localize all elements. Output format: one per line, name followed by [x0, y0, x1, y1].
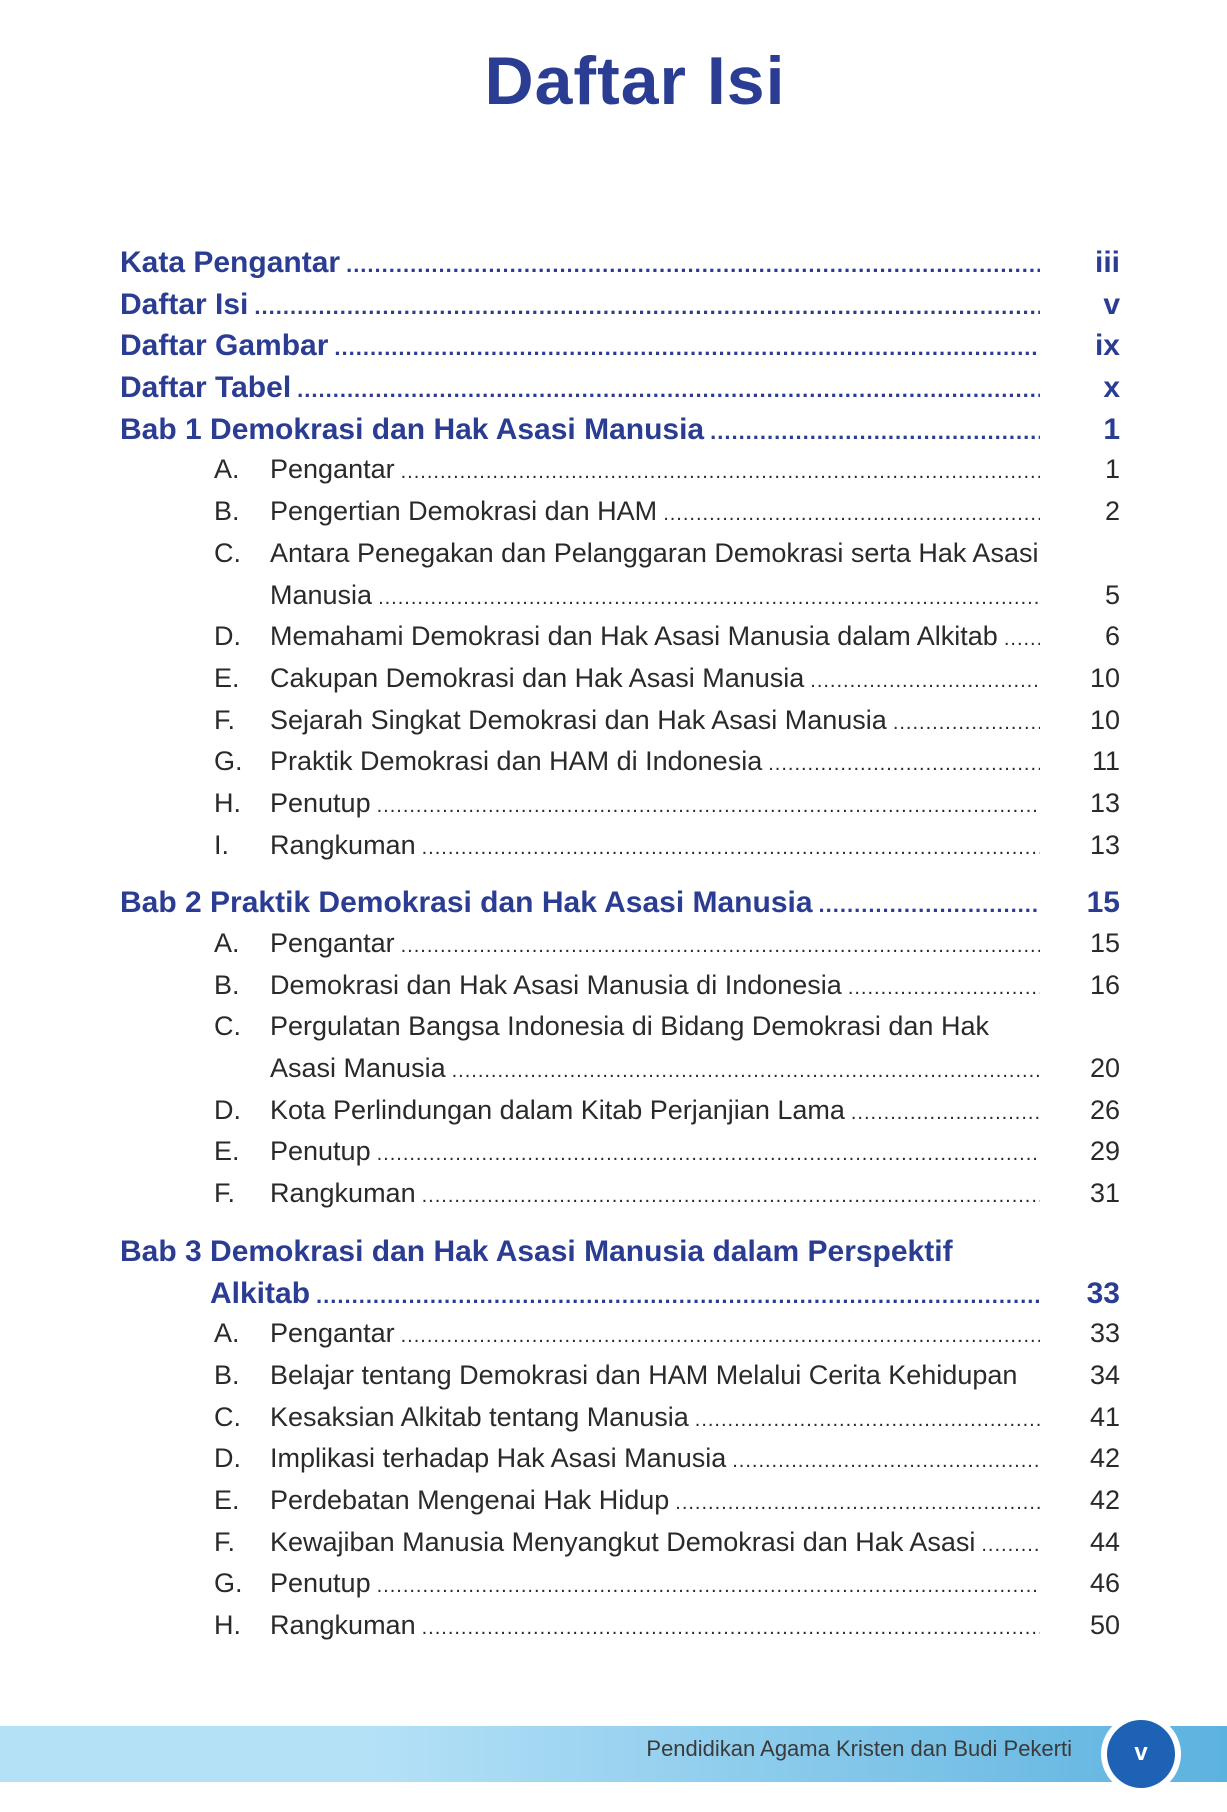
toc-entry[interactable]	[120, 1178, 1120, 1220]
dot-leader	[422, 1617, 1040, 1640]
toc-entry-page-number: 10	[1089, 662, 1120, 693]
toc-entry-page-number: 16	[1089, 969, 1120, 1000]
dot-leader	[297, 377, 1040, 403]
toc-entry-title: Bab 2 Praktik Demokrasi dan Hak Asasi Manusia	[120, 886, 813, 920]
toc-entry-title: Manusia	[270, 579, 373, 610]
toc-entry-letter: E.	[214, 1136, 240, 1167]
toc-entry-letter: C.	[214, 537, 241, 568]
toc-entry-letter: B.	[214, 496, 240, 527]
toc-entry-page-number: 33	[1086, 1276, 1120, 1310]
toc-entry-title: Belajar tentang Demokrasi dan HAM Melalui Cerita Kehidupan	[270, 1359, 1018, 1390]
dot-leader	[1004, 628, 1040, 651]
toc-entry-title: Bab 3 Demokrasi dan Hak Asasi Manusia dalam Perspektif	[120, 1234, 953, 1268]
toc-entry-title: Rangkuman	[270, 1178, 416, 1209]
toc-entry[interactable]	[120, 1443, 1120, 1485]
toc-entry-page-number: 29	[1089, 1136, 1120, 1167]
dot-leader	[675, 1492, 1040, 1515]
toc-entry[interactable]	[120, 1136, 1120, 1178]
dot-leader	[819, 892, 1040, 918]
toc-entry[interactable]	[120, 371, 1120, 413]
toc-entry-page-number: ix	[1094, 329, 1120, 363]
toc-entry-page-number: 13	[1089, 787, 1120, 818]
toc-entry[interactable]	[120, 1402, 1120, 1444]
toc-entry-page-number: 42	[1089, 1484, 1120, 1515]
toc-entry-letter: D.	[214, 1443, 241, 1474]
toc-entry[interactable]	[120, 329, 1120, 371]
toc-entry-page-number: 13	[1089, 829, 1120, 860]
page-number-badge: v	[1107, 1720, 1175, 1788]
toc-entry-page-number: 10	[1089, 704, 1120, 735]
toc-entry[interactable]	[120, 538, 1120, 580]
toc-entry-page-number: 50	[1089, 1610, 1120, 1640]
dot-leader	[663, 503, 1040, 526]
toc-entry[interactable]	[120, 621, 1120, 663]
toc-entry-page-number: 11	[1091, 746, 1120, 777]
toc-entry-title: Daftar Tabel	[120, 371, 292, 405]
toc-entry-letter: E.	[214, 662, 240, 693]
toc-entry[interactable]	[120, 1235, 1120, 1277]
toc-entry[interactable]	[120, 1011, 1120, 1053]
toc-entry-title: Daftar Gambar	[120, 329, 329, 363]
dot-leader	[346, 252, 1040, 278]
dot-leader	[452, 1060, 1040, 1083]
toc-entry-title: Memahami Demokrasi dan Hak Asasi Manusia dalam Alkitab	[270, 621, 998, 652]
toc-entry[interactable]	[120, 1527, 1120, 1569]
toc-entry-title: Kota Perlindungan dalam Kitab Perjanjian Lama	[270, 1094, 845, 1125]
toc-entry-page-number: 5	[1104, 579, 1120, 610]
toc-entry[interactable]	[120, 1095, 1120, 1137]
toc-entry-letter: A.	[214, 454, 240, 485]
dot-leader	[695, 1409, 1040, 1432]
dot-leader	[377, 795, 1040, 818]
toc-entry-title: Kesaksian Alkitab tentang Manusia	[270, 1401, 689, 1432]
toc-entry-title: Daftar Isi	[120, 287, 249, 321]
toc-entry-letter: A.	[214, 928, 240, 958]
toc-entry-letter: F.	[214, 704, 236, 735]
toc-entry[interactable]	[120, 580, 1120, 622]
toc-entry[interactable]	[120, 1568, 1120, 1610]
toc-entry-letter: G.	[214, 1568, 243, 1599]
dot-leader	[334, 335, 1040, 361]
toc-entry-title: Pergulatan Bangsa Indonesia di Bidang Demokrasi dan Hak	[270, 1011, 989, 1042]
toc-entry-page-number: 15	[1086, 886, 1120, 920]
toc-entry-page-number: x	[1103, 371, 1120, 405]
toc-entry-page-number: v	[1103, 287, 1120, 321]
toc-entry-page-number: 2	[1104, 496, 1120, 527]
toc-entry-letter: C.	[214, 1011, 241, 1042]
toc-entry-letter: C.	[214, 1401, 241, 1432]
dot-leader	[710, 419, 1040, 445]
toc-entry[interactable]	[120, 288, 1120, 330]
toc-entry-title: Praktik Demokrasi dan HAM di Indonesia	[270, 746, 763, 777]
toc-entry-page-number: 34	[1089, 1359, 1120, 1390]
toc-entry-letter: B.	[214, 969, 240, 1000]
toc-entry-title: Demokrasi dan Hak Asasi Manusia di Indonesia	[270, 969, 842, 1000]
dot-leader	[401, 1325, 1040, 1348]
toc-entry-page-number: 15	[1089, 928, 1120, 958]
toc-entry[interactable]	[120, 1360, 1120, 1402]
toc-entry-page-number: 33	[1089, 1318, 1120, 1349]
toc-entry-title: Penutup	[270, 1568, 371, 1599]
toc-entry[interactable]	[120, 1485, 1120, 1527]
toc-entry-title: Sejarah Singkat Demokrasi dan Hak Asasi Manusia	[270, 704, 887, 735]
toc-entry-title: Asasi Manusia	[270, 1053, 446, 1084]
dot-leader	[768, 753, 1040, 776]
dot-leader	[422, 837, 1040, 860]
toc-entry[interactable]	[120, 705, 1120, 747]
toc-entry[interactable]	[120, 496, 1120, 538]
dot-leader	[254, 294, 1040, 320]
toc-entry-letter: F.	[214, 1178, 236, 1209]
toc-entry-letter: G.	[214, 746, 243, 777]
toc-entry-page-number: 44	[1089, 1526, 1120, 1557]
toc-entry-page-number: 1	[1104, 454, 1120, 485]
dot-leader	[377, 1575, 1040, 1598]
toc-entry-letter: D.	[214, 1094, 241, 1125]
toc-entry[interactable]	[120, 454, 1120, 496]
toc-entry-title: Implikasi terhadap Hak Asasi Manusia	[270, 1443, 727, 1474]
dot-leader	[401, 935, 1040, 958]
toc-entry[interactable]	[120, 1053, 1120, 1095]
dot-leader	[851, 1102, 1040, 1125]
dot-leader	[893, 712, 1040, 735]
dot-leader	[732, 1450, 1040, 1473]
toc-entry-title: Kata Pengantar	[120, 246, 341, 279]
toc-entry-title: Penutup	[270, 787, 371, 818]
toc-entry-letter: H.	[214, 787, 241, 818]
toc-entry-page-number: 20	[1089, 1053, 1120, 1084]
toc-entry-letter: E.	[214, 1484, 240, 1515]
toc-entry-title: Perdebatan Mengenai Hak Hidup	[270, 1484, 670, 1515]
toc-entry-title: Bab 1 Demokrasi dan Hak Asasi Manusia	[120, 412, 705, 446]
toc-entry[interactable]	[120, 1277, 1120, 1319]
toc-entry-title: Antara Penegakan dan Pelanggaran Demokrasi serta Hak Asasi	[270, 537, 1039, 568]
toc-entry-title: Kewajiban Manusia Menyangkut Demokrasi dan Hak Asasi	[270, 1526, 976, 1557]
toc-entry[interactable]	[120, 928, 1120, 970]
dot-leader	[810, 670, 1040, 693]
toc-entry-title: Rangkuman	[270, 1610, 416, 1640]
page-title: Daftar Isi	[484, 43, 786, 119]
toc-entry-title: Alkitab	[210, 1276, 311, 1310]
toc-entry[interactable]	[120, 413, 1120, 455]
toc-entry[interactable]	[120, 246, 1120, 288]
toc-entry-title: Rangkuman	[270, 829, 416, 860]
dot-leader	[422, 1185, 1040, 1208]
toc-entry[interactable]	[120, 886, 1120, 928]
toc-entry-title: Pengertian Demokrasi dan HAM	[270, 496, 658, 527]
toc-entry-letter: A.	[214, 1318, 240, 1349]
toc-entry[interactable]	[120, 1318, 1120, 1360]
toc-entry-letter: B.	[214, 1359, 240, 1390]
toc-entry-title: Pengantar	[270, 454, 395, 485]
toc-entry-page-number: 41	[1089, 1401, 1120, 1432]
toc-entry-title: Penutup	[270, 1136, 371, 1167]
toc-entry[interactable]	[120, 663, 1120, 705]
toc-entry[interactable]	[120, 788, 1120, 830]
dot-leader	[316, 1283, 1040, 1309]
footer-book-title: Pendidikan Agama Kristen dan Budi Pekerti	[646, 1736, 1072, 1761]
dot-leader	[848, 977, 1040, 1000]
toc-entry-page-number: 46	[1089, 1568, 1120, 1599]
toc-entry[interactable]	[120, 830, 1120, 872]
toc-entry[interactable]	[120, 970, 1120, 1012]
toc-entry-page-number: 6	[1104, 621, 1120, 652]
dot-leader	[377, 1143, 1040, 1166]
toc-entry-letter: F.	[214, 1526, 236, 1557]
toc-entry-title: Pengantar	[270, 1318, 395, 1349]
toc-entry[interactable]	[120, 1610, 1120, 1652]
toc-entry-page-number: 26	[1089, 1094, 1120, 1125]
toc-entry-letter: D.	[214, 621, 241, 652]
toc-entry-title: Pengantar	[270, 928, 395, 958]
toc-entry-letter: I.	[214, 829, 230, 860]
toc-entry-page-number: iii	[1094, 246, 1120, 279]
table-of-contents	[120, 246, 1120, 1652]
toc-entry[interactable]	[120, 746, 1120, 788]
dot-leader	[981, 1534, 1040, 1557]
toc-entry-letter: H.	[214, 1610, 241, 1640]
toc-entry-page-number: 31	[1089, 1178, 1120, 1209]
toc-entry-page-number: 1	[1103, 412, 1120, 446]
toc-entry-page-number: 42	[1089, 1443, 1120, 1474]
dot-leader	[378, 587, 1040, 610]
dot-leader	[401, 461, 1040, 484]
toc-entry-title: Cakupan Demokrasi dan Hak Asasi Manusia	[270, 662, 805, 693]
